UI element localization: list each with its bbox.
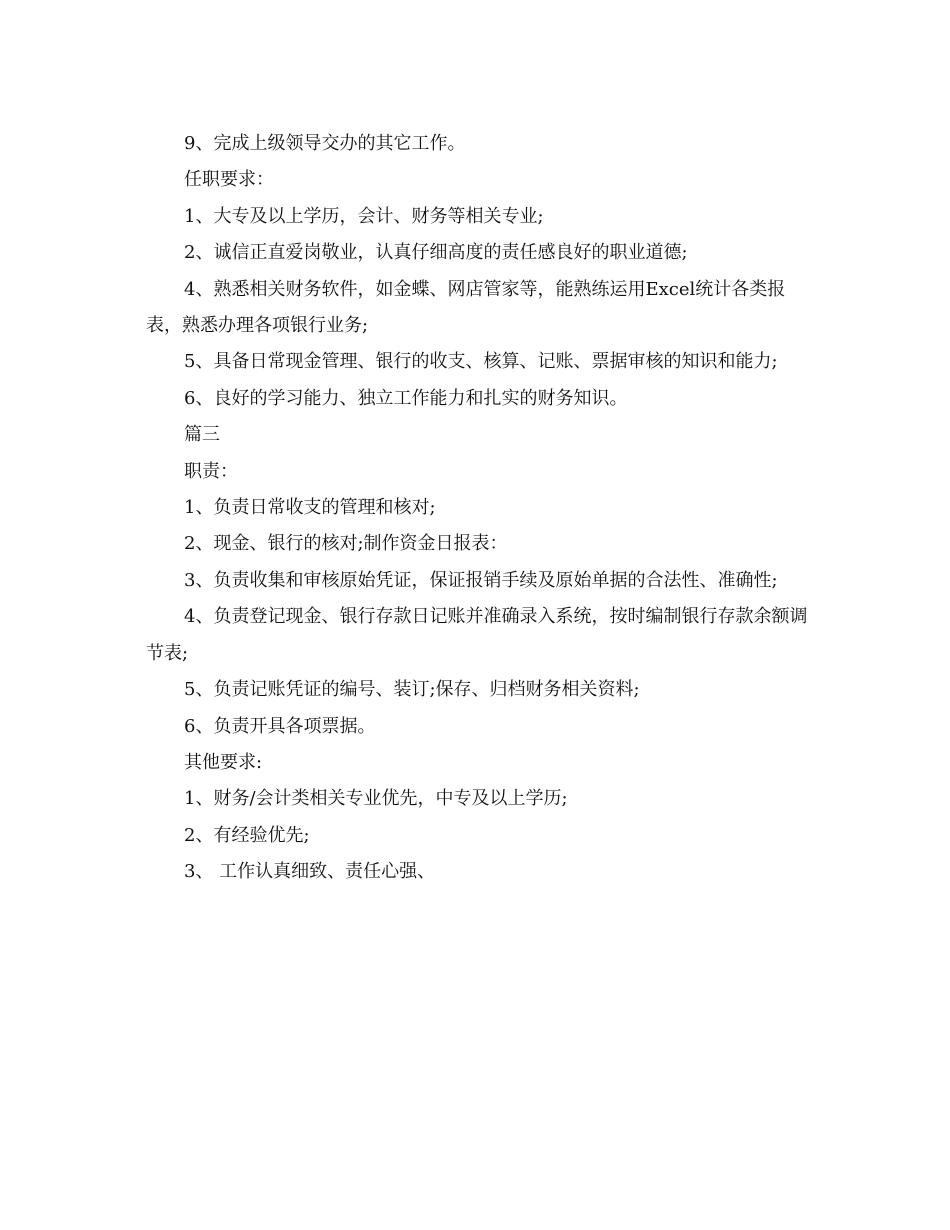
paragraph-other-1: 1、财务/会计类相关专业优先，中专及以上学历;: [184, 788, 568, 810]
section-heading-part-three: 篇三: [184, 424, 220, 446]
paragraph-duty-6: 6、负责开具各项票据。: [184, 715, 376, 737]
paragraph-requirement-2: 2、诚信正直爱岗敬业，认真仔细高度的责任感良好的职业道德;: [184, 242, 688, 264]
paragraph-duty-5: 5、负责记账凭证的编号、装订;保存、归档财务相关资料;: [184, 679, 640, 701]
document-body: [146, 126, 810, 891]
paragraph-requirement-4: 4、熟悉相关财务软件，如金蝶、网店管家等，能熟练运用Excel统计各类报表，熟悉办理各项银行业务;: [146, 278, 786, 337]
heading-requirements: 任职要求：: [184, 169, 274, 191]
paragraph-duty-2: 2、现金、银行的核对;制作资金日报表：: [184, 533, 508, 555]
paragraph-task-9: 9、完成上级领导交办的其它工作。: [184, 133, 466, 154]
heading-duties: 职责：: [184, 460, 238, 482]
paragraph-duty-1: 1、负责日常收支的管理和核对;: [184, 497, 436, 519]
paragraph-requirement-5: 5、具备日常现金管理、银行的收支、核算、记账、票据审核的知识和能力;: [184, 351, 778, 373]
paragraph-duty-3: 3、负责收集和审核原始凭证，保证报销手续及原始单据的合法性、准确性;: [184, 569, 778, 591]
heading-other-requirements: 其他要求:: [184, 751, 263, 773]
paragraph-other-3: 3、 工作认真细致、责任心强、: [184, 861, 436, 883]
paragraph-requirement-1: 1、大专及以上学历，会计、财务等相关专业;: [184, 205, 544, 227]
paragraph-requirement-6: 6、良好的学习能力、独立工作能力和扎实的财务知识。: [184, 387, 628, 409]
paragraph-other-2: 2、有经验优先;: [184, 824, 310, 846]
paragraph-duty-4: 4、负责登记现金、银行存款日记账并准确录入系统，按时编制银行存款余额调节表;: [146, 606, 808, 664]
